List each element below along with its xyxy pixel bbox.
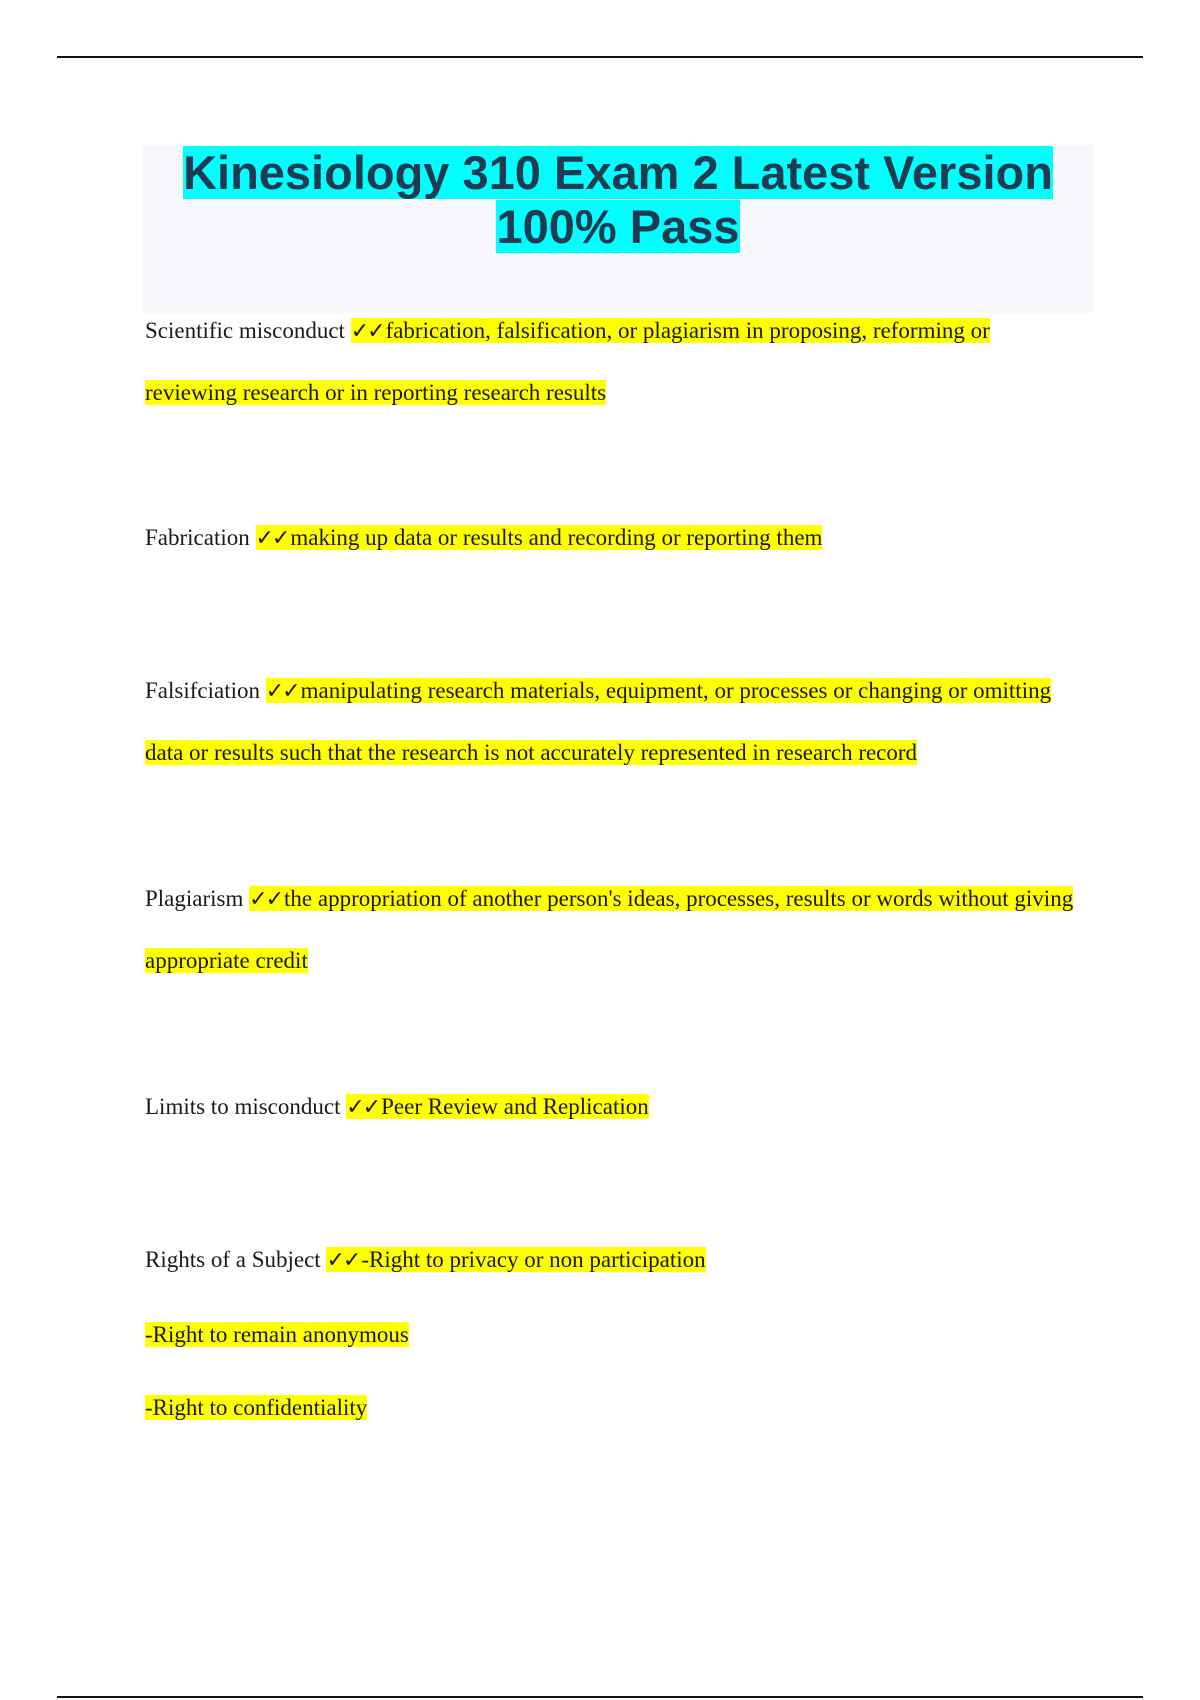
flashcard-entry (145, 868, 1075, 991)
top-rule (57, 56, 1143, 58)
flashcard-entry (145, 507, 1075, 569)
document-title: Kinesiology 310 Exam 2 Latest Version 100% Pass (183, 146, 1053, 253)
term-label: Rights of a Subject (145, 1247, 321, 1272)
term-label: Scientific misconduct (145, 318, 345, 343)
definition-text: ✓✓making up data or results and recording or reporting them (255, 525, 823, 551)
term-label: Limits to misconduct (145, 1094, 341, 1119)
double-check-icon: ✓✓ (346, 1095, 380, 1120)
flashcard-entry (145, 300, 1075, 423)
term-label: Falsifciation (145, 678, 260, 703)
double-check-icon: ✓✓ (249, 887, 283, 912)
flashcard-entry (145, 1229, 1075, 1291)
bottom-rule (57, 1696, 1143, 1698)
definition-extra-line: -Right to confidentiality (145, 1395, 368, 1420)
definition-text: ✓✓-Right to privacy or non participation (326, 1247, 706, 1273)
definition-text: ✓✓the appropriation of another person's ideas, processes, results or words without giving appropriate credit (145, 886, 1074, 973)
double-check-icon: ✓✓ (350, 319, 384, 344)
term-label: Plagiarism (145, 886, 244, 911)
double-check-icon: ✓✓ (326, 1248, 360, 1273)
double-check-icon: ✓✓ (265, 679, 299, 704)
flashcard-entry (145, 1076, 1075, 1138)
definition-extra-line: -Right to remain anonymous (145, 1322, 409, 1347)
definition-text: ✓✓fabrication, falsification, or plagiarism in proposing, reforming or reviewing research or in reporting research results (145, 318, 990, 405)
flashcard-entry (145, 660, 1075, 783)
double-check-icon: ✓✓ (255, 526, 289, 551)
definition-text: ✓✓Peer Review and Replication (346, 1094, 649, 1120)
definition-text: ✓✓manipulating research materials, equipment, or processes or changing or omitting data or results such that the research is not accurately represented in research record (145, 678, 1052, 765)
term-label: Fabrication (145, 525, 250, 550)
